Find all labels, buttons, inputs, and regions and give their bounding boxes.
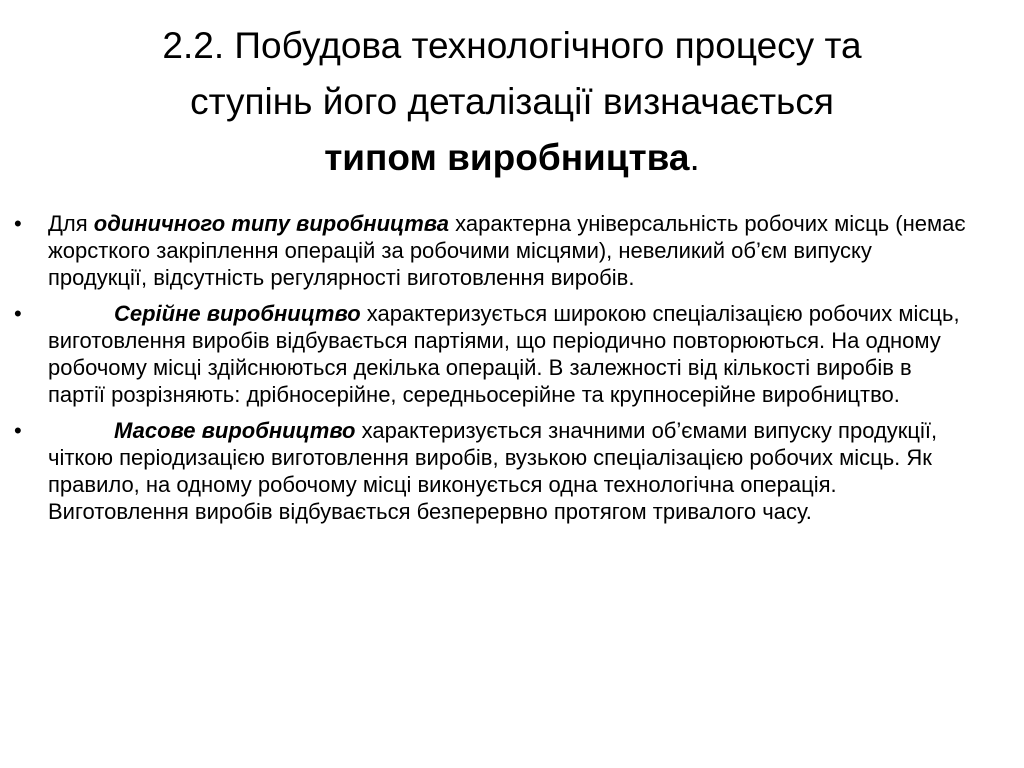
bullet-serial-production	[14, 300, 974, 408]
title-line-1: 2.2. Побудова технологічного процесу та	[162, 25, 862, 66]
bullet-dot: •	[14, 418, 22, 443]
bullet-single-production	[14, 210, 974, 291]
bullet-text: характеризується широкою спеціалізацією робочих місць, виготовлення виробів відбувається партіями, що періодично повторюються. На одному робочому місці здійснюються декілька операцій. В залежності від кількості виробів в партії розрізняють: дрібносерійне, середньосерійне та крупносерійне виробництво.	[48, 301, 960, 407]
slide-title	[40, 18, 984, 186]
bullet-mass-production	[14, 417, 974, 525]
bullet-prefix: Для	[48, 211, 94, 236]
bullet-dot: •	[14, 301, 22, 326]
bullet-term: одиничного типу виробництва	[93, 211, 450, 236]
bullet-term: Серійне виробництво	[114, 301, 361, 326]
bullet-text: характеризується значними об’ємами випуску продукції, чіткою періодизацією виготовлення виробів, вузькою спеціалізацією робочих місць. Як правило, на одному робочому місці виконується одна технологічна операція. Виготовлення виробів відбувається безперервно протягом тривалого часу.	[48, 418, 938, 524]
title-period: .	[689, 137, 700, 178]
bullet-list	[14, 210, 974, 534]
title-bold-term: типом виробництва	[324, 137, 690, 178]
bullet-dot: •	[14, 211, 22, 236]
bullet-term: Масове виробництво	[114, 418, 356, 443]
bullet-text: характерна універсальність робочих місць (немає жорсткого закріплення операцій за робочими місцями), невеликий об’єм випуску продукції, відсутність регулярності виготовлення виробів.	[48, 211, 966, 290]
title-line-2: ступінь його деталізації визначається	[190, 81, 834, 122]
